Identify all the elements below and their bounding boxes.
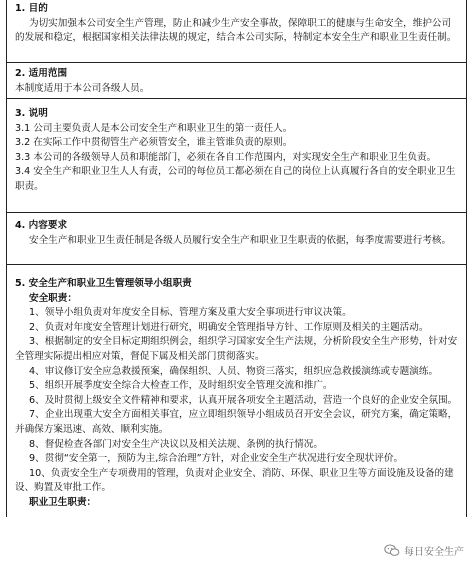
list-item: 8、督促检查各部门对安全生产决议以及相关法规、条例的执行情况。 — [29, 438, 323, 450]
responsibility-table — [6, 0, 467, 517]
list-item: 7、企业出现重大安全方面相关事宜，应立即组织领导小组成员召开安全会议，研究方案，确定策略，并确保方案迅速、高效、顺利实施。 — [15, 409, 458, 435]
section-requirements — [7, 213, 466, 265]
section-paragraph: 本制度适用于本公司各级人员。 — [15, 82, 150, 94]
section-heading: 1. 目的 — [15, 3, 48, 14]
list-item: 3.4 安全生产和职业卫生人人有责，公司的每位员工都必须在自己的岗位上认真履行各自的安全职业卫生职责。 — [15, 166, 456, 192]
list-item: 4、审议修订安全应急救援预案，确保组织、人员、物资三落实，组织应急救援演练或专题演练。 — [29, 365, 439, 377]
subheading-occupational-health-duties: 职业卫生职责： — [29, 496, 97, 508]
section-paragraph: 安全生产和职业卫生责任制是各级人员履行安全生产和职业卫生职责的依据，每季度需要进行考核。 — [29, 234, 452, 246]
list-item: 10、负责安全生产专项费用的管理，负责对企业安全、消防、环保、职业卫生等方面设施及设备的建设、购置及审批工作。 — [15, 467, 454, 494]
subheading-safety-duties: 安全职责： — [29, 292, 77, 304]
list-item: 9、贯彻“安全第一，预防为主,综合治理”方针，对企业安全生产状况进行安全现状评价。 — [29, 453, 404, 465]
list-item: 3.3 本公司的各级领导人员和职能部门，必须在各自工作范围内，对实现安全生产和职业卫生负责。 — [15, 151, 437, 163]
list-item: 6、及时贯彻上级安全文件精神和要求，认真开展各项安全主题活动，营造一个良好的企业安全氛围。 — [29, 394, 458, 406]
section-purpose — [7, 0, 466, 63]
wechat-icon — [384, 544, 400, 557]
section-scope — [7, 63, 466, 99]
list-item: 3、根据制定的安全目标定期组织例会，组织学习国家安全生产法规，分析阶段安全生产形势，针对安全管理实际提出相应对策，督促下属及相关部门贯彻落实。 — [15, 336, 458, 362]
section-heading: 2. 适用范围 — [15, 68, 68, 79]
watermark — [384, 541, 464, 559]
list-item: 3.1 公司主要负责人是本公司安全生产和职业卫生的第一责任人。 — [15, 122, 293, 134]
list-item: 5、组织开展季度安全综合大检查工作，及时组织安全管理交流和推广。 — [29, 380, 333, 392]
section-heading: 3. 说明 — [15, 108, 48, 119]
section-leadership-duties — [7, 265, 466, 517]
section-heading: 4. 内容要求 — [15, 220, 68, 231]
list-item: 2、负责对年度安全管理计划进行研究，明确安全管理指导方针、工作原则及相关的主题活动。 — [29, 321, 429, 333]
watermark-text: 每日安全生产 — [404, 546, 464, 558]
list-item: 1、领导小组负责对年度安全目标、管理方案及重大安全事项进行审议决策。 — [29, 307, 352, 319]
section-paragraph: 为切实加强本公司安全生产管理，防止和减少生产安全事故，保障职工的健康与生命安全，维护公司的发展和稳定，根据国家相关法律法规的规定，结合本公司实际，特制定本安全生产和职业卫生责任制。 — [15, 17, 457, 44]
list-item: 3.2 在实际工作中贯彻管生产必须管安全，谁主管谁负责的原则。 — [15, 137, 293, 149]
section-heading: 5. 安全生产和职业卫生管理领导小组职责 — [15, 278, 192, 289]
section-notes — [7, 99, 466, 213]
